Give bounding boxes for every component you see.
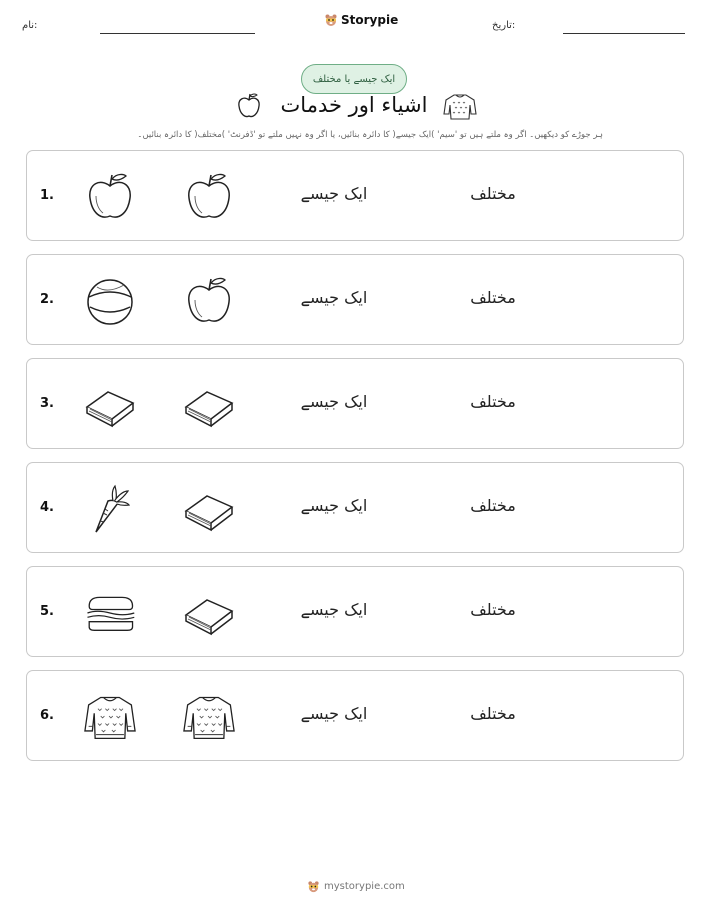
- book-icon: [183, 483, 235, 535]
- brand-name: Storypie: [341, 13, 399, 27]
- apple-icon: [84, 171, 136, 223]
- question-row: [26, 462, 684, 553]
- book-icon: [183, 379, 235, 431]
- different-option[interactable]: مختلف: [470, 184, 516, 203]
- question-row: [26, 358, 684, 449]
- sandwich-icon: [84, 587, 136, 639]
- name-label: نام:: [22, 20, 38, 31]
- topic-badge: ایک جیسے یا مختلف: [301, 64, 407, 94]
- question-row: [26, 670, 684, 761]
- question-number: 6.: [40, 708, 54, 723]
- page-title: اشیاء اور خدمات: [280, 93, 428, 117]
- date-line[interactable]: [563, 33, 685, 34]
- different-option[interactable]: مختلف: [470, 392, 516, 411]
- carrot-icon: [84, 483, 136, 535]
- instructions: ہر جوڑے کو دیکھیں۔ اگر وہ ملتے ہیں تو 'سیم' )ایک جیسے( کا دائرہ بنائیں، یا اگر وہ نہیں ملتے تو 'ڈفرنٹ' )مختلف( کا دائرہ بنائیں۔: [137, 130, 603, 140]
- book-icon: [84, 379, 136, 431]
- different-option[interactable]: مختلف: [470, 496, 516, 515]
- book-icon: [183, 587, 235, 639]
- question-number: 4.: [40, 500, 54, 515]
- bear-mascot-icon: [307, 880, 320, 893]
- apple-icon: [183, 171, 235, 223]
- ball-icon: [84, 275, 136, 327]
- sweater-icon: [84, 691, 136, 743]
- name-line[interactable]: [100, 33, 255, 34]
- different-option[interactable]: مختلف: [470, 600, 516, 619]
- same-option[interactable]: ایک جیسے: [300, 288, 368, 307]
- apple-icon: [183, 275, 235, 327]
- same-option[interactable]: ایک جیسے: [300, 600, 368, 619]
- date-label: تاریخ:: [492, 20, 516, 31]
- same-option[interactable]: ایک جیسے: [300, 184, 368, 203]
- question-number: 3.: [40, 396, 54, 411]
- question-number: 1.: [40, 188, 54, 203]
- sweater-icon: [183, 691, 235, 743]
- same-option[interactable]: ایک جیسے: [300, 496, 368, 515]
- bear-mascot-icon: [324, 13, 338, 27]
- same-option[interactable]: ایک جیسے: [300, 392, 368, 411]
- question-row: [26, 150, 684, 241]
- question-row: [26, 254, 684, 345]
- question-number: 5.: [40, 604, 54, 619]
- different-option[interactable]: مختلف: [470, 704, 516, 723]
- footer: [307, 880, 405, 893]
- question-number: 2.: [40, 292, 54, 307]
- different-option[interactable]: مختلف: [470, 288, 516, 307]
- apple-icon: [236, 92, 262, 120]
- sweater-icon: [443, 92, 477, 120]
- brand-logo: [324, 13, 398, 27]
- question-row: [26, 566, 684, 657]
- footer-url[interactable]: mystorypie.com: [324, 881, 405, 892]
- same-option[interactable]: ایک جیسے: [300, 704, 368, 723]
